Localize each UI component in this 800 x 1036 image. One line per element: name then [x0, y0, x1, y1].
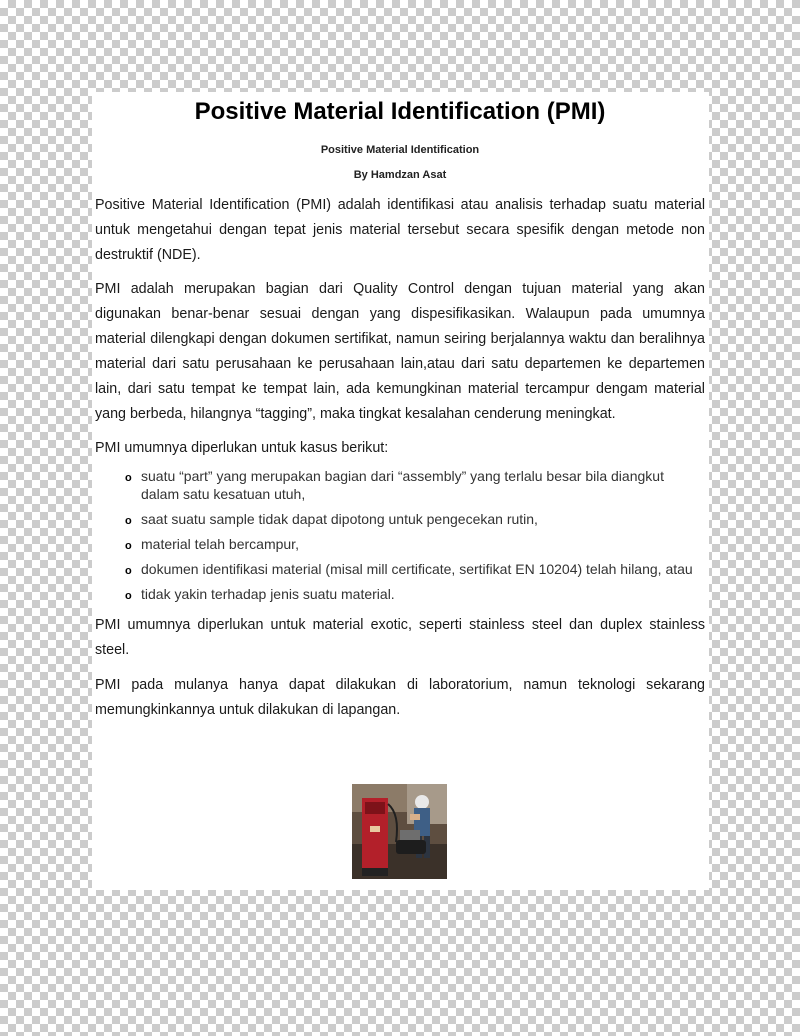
pmi-analyzer-photo — [352, 784, 447, 879]
cases-list — [95, 467, 705, 603]
bullet-marker: o — [125, 472, 132, 484]
list-item-text: material telah bercampur, — [141, 536, 299, 552]
bullet-marker: o — [125, 515, 132, 527]
document-subtitle: Positive Material Identification — [320, 144, 480, 156]
list-item — [125, 510, 705, 528]
list-item — [125, 467, 705, 503]
paragraph-quality-control: PMI adalah merupakan bagian dari Quality Control dengan tujuan material yang akan digunakan benar-benar sesuai dengan yang dispesifikasikan. Walaupun pada umumnya material dilengkapi dengan dokumen sertifikat, namun seiring berjalannya waktu dan beralihnya material dari satu perusahaan ke perusahaan lain,atau dari satu departemen ke departemen lain, dari satu tempat ke tempat lain, ada kemungkinan material tercampur dengam material yang berbeda, hilangnya “tagging”, maka tingkat kesalahan cenderung meningkat. — [95, 281, 705, 422]
bullet-marker: o — [125, 540, 132, 552]
document-page — [92, 92, 709, 890]
list-item-text: dokumen identifikasi material (misal mill certificate, sertifikat EN 10204) telah hilang, atau — [141, 561, 693, 577]
list-item-text: suatu “part” yang merupakan bagian dari “assembly” yang terlalu besar bila diangkut dalam satu kesatuan utuh, — [141, 468, 664, 502]
document-title: Positive Material Identification (PMI) — [194, 98, 606, 125]
paragraph-cases-intro: PMI umumnya diperlukan untuk kasus berikut: — [95, 440, 389, 456]
list-item-text: saat suatu sample tidak dapat dipotong untuk pengecekan rutin, — [141, 511, 538, 527]
document-author: By Hamdzan Asat — [353, 169, 447, 181]
bullet-marker: o — [125, 590, 132, 602]
list-item — [125, 560, 705, 578]
list-item-text: tidak yakin terhadap jenis suatu material. — [141, 586, 395, 602]
paragraph-field-testing: PMI pada mulanya hanya dapat dilakukan di laboratorium, namun teknologi sekarang memungkinkannya untuk dilakukan di lapangan. — [95, 677, 705, 718]
document-content — [95, 92, 705, 723]
bullet-marker: o — [125, 565, 132, 577]
list-item — [125, 535, 705, 553]
photo-illustration — [352, 784, 447, 879]
paragraph-exotic-material: PMI umumnya diperlukan untuk material exotic, seperti stainless steel dan duplex stainless steel. — [95, 617, 705, 658]
list-item — [125, 585, 705, 603]
paragraph-definition: Positive Material Identification (PMI) adalah identifikasi atau analisis terhadap suatu material untuk mengetahui dengan tepat jenis material tersebut secara spesifik dengan metode non destruktif (NDE). — [95, 197, 705, 263]
